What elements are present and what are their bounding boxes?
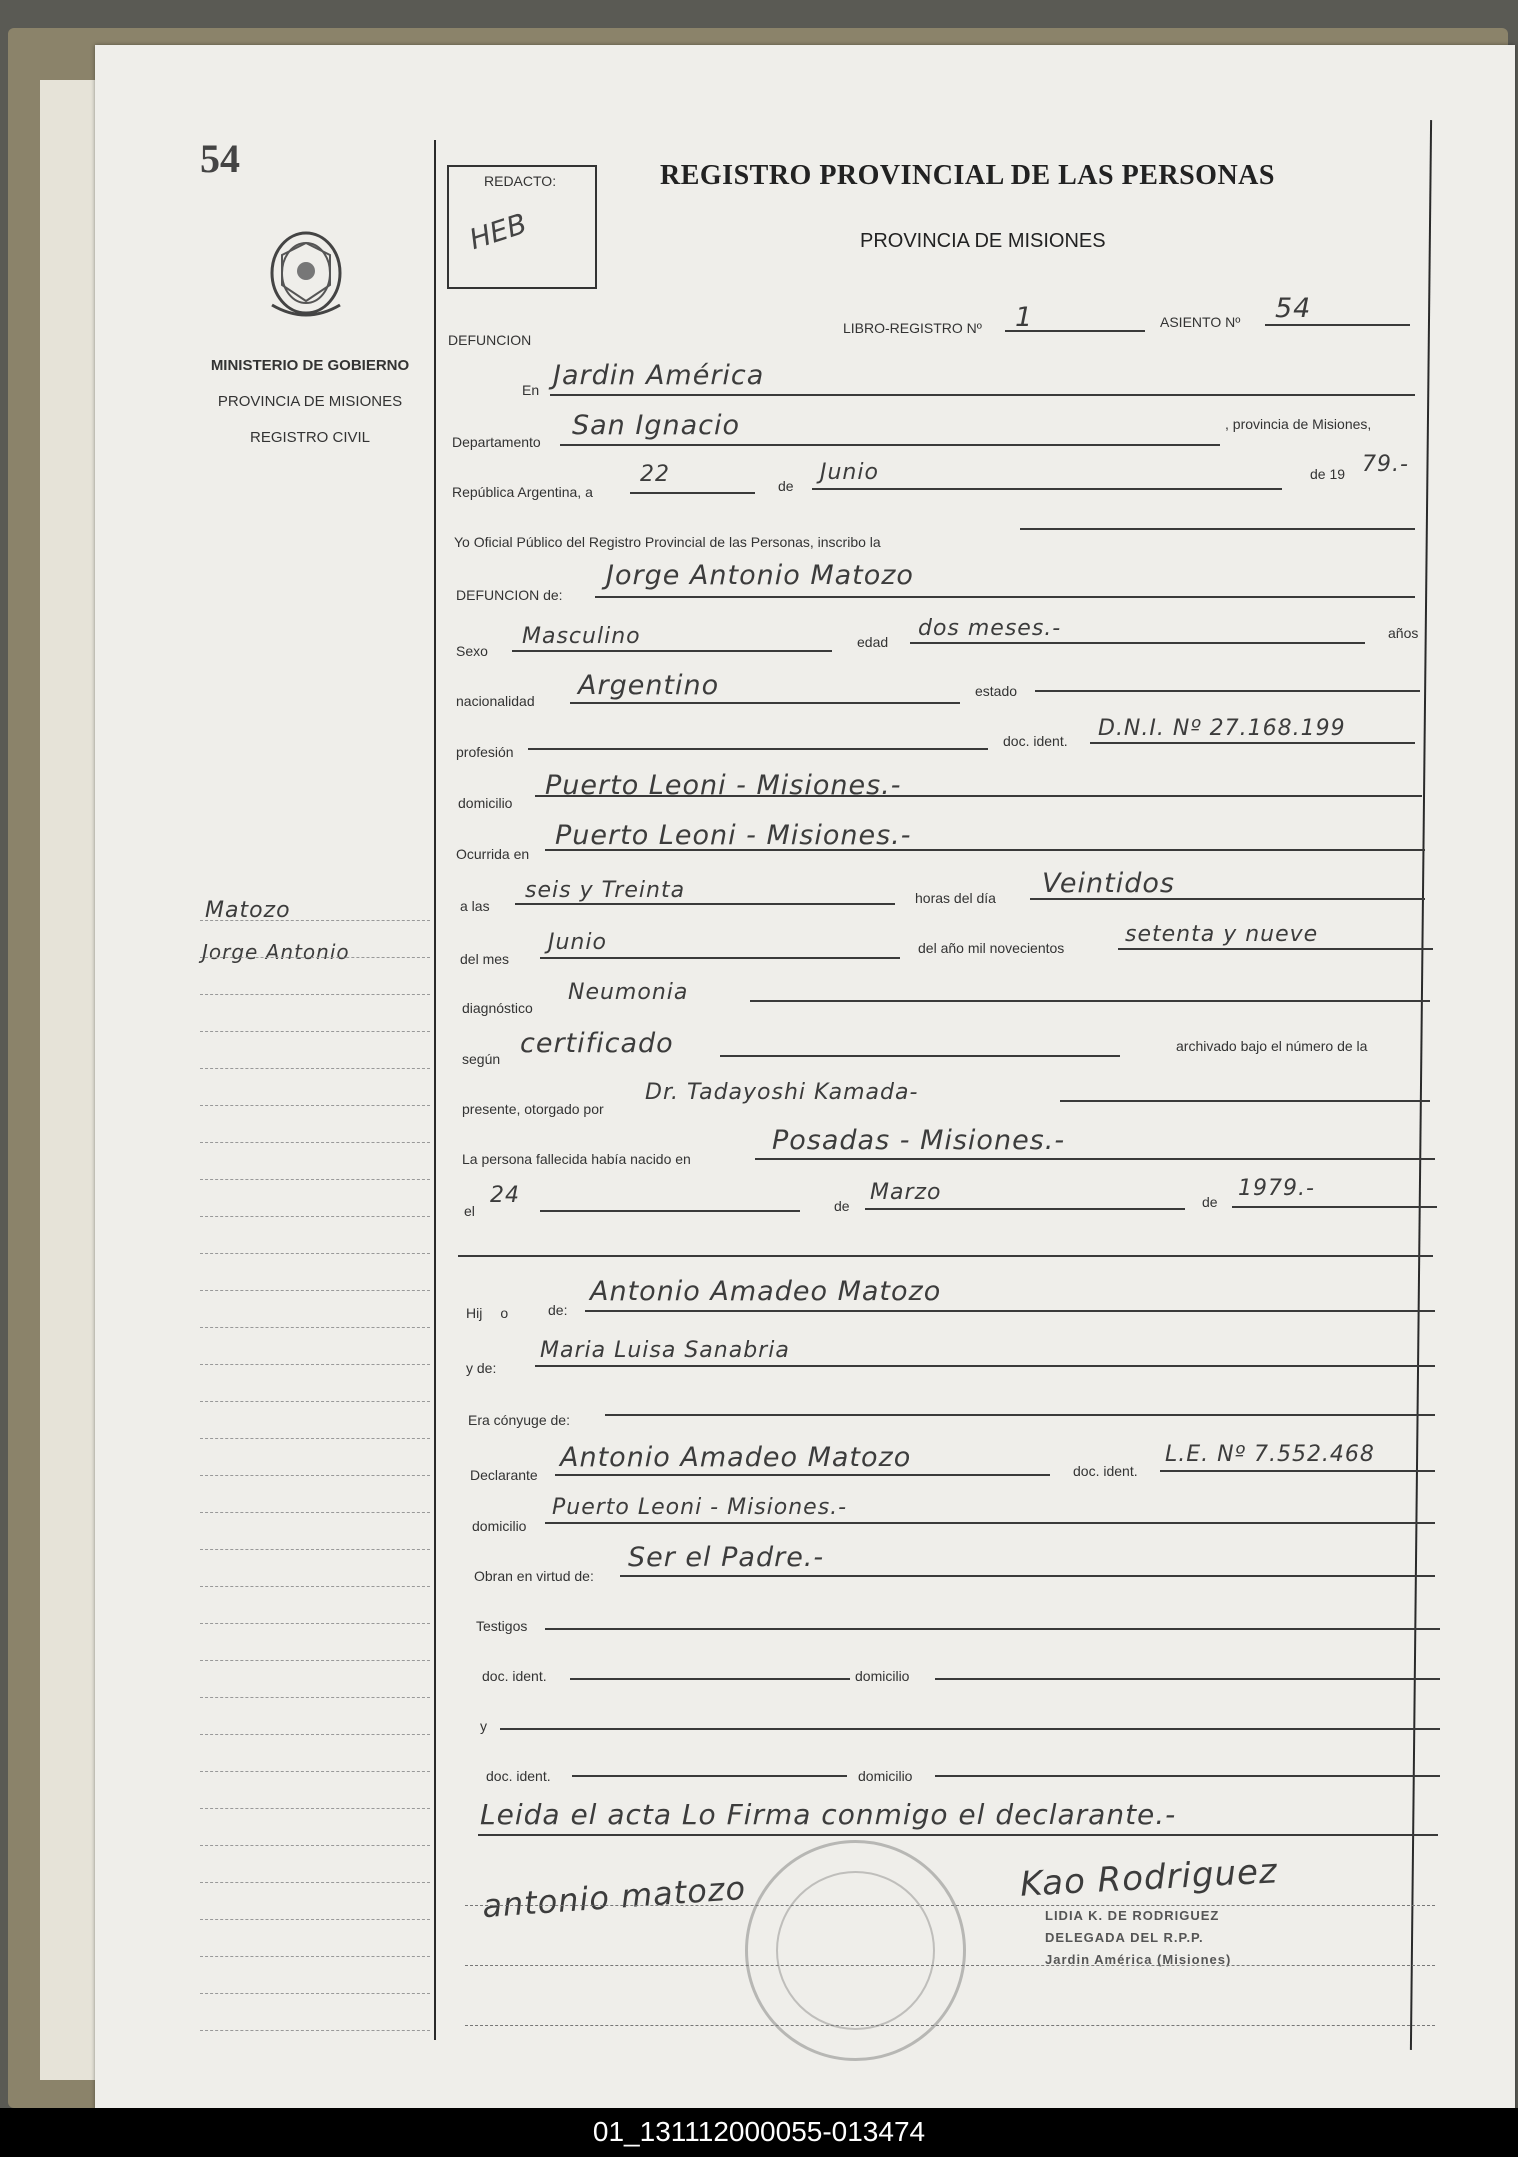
blank-line-1: [458, 1255, 1433, 1257]
edad-label: edad: [857, 634, 889, 650]
segun-label: según: [462, 1051, 501, 1067]
margin-rule: [200, 1549, 430, 1550]
obran-label: Obran en virtud de:: [474, 1568, 594, 1584]
margin-rule: [200, 1882, 430, 1883]
doc2-line: [1160, 1470, 1435, 1472]
asiento-line: [1265, 324, 1410, 326]
ocurrida-value: Puerto Leoni - Misiones.-: [555, 820, 912, 851]
dotted-line-2: [465, 1965, 1435, 1966]
ministry-province: PROVINCIA DE MISIONES: [217, 393, 403, 410]
profesion-line: [528, 748, 988, 750]
margin-rule: [200, 1919, 430, 1920]
margin-rule: [200, 1845, 430, 1846]
official-seal: [745, 1840, 966, 2061]
domicilio2-label: domicilio: [472, 1518, 527, 1534]
margin-rule: [200, 1993, 430, 1994]
sexo-label: Sexo: [456, 643, 488, 659]
margin-rule: [200, 994, 430, 995]
margin-rule: [200, 2030, 430, 2031]
month-value: Junio: [820, 460, 879, 485]
margin-rule: [200, 1253, 430, 1254]
margin-rule: [200, 957, 430, 958]
deceased-line: [595, 596, 1415, 598]
diagnostico-label: diagnóstico: [462, 1000, 533, 1016]
nationality-line: [570, 702, 960, 704]
margin-rule: [200, 920, 430, 921]
diagnostico-line: [750, 1000, 1430, 1002]
margin-rule: [200, 1438, 430, 1439]
age-value: dos meses.-: [918, 616, 1062, 641]
mes2-value: Junio: [548, 930, 607, 955]
domicilio-line: [535, 795, 1422, 797]
y-label: y: [480, 1718, 487, 1734]
conyuge-label: Era cónyuge de:: [468, 1412, 570, 1428]
testigos-label: Testigos: [476, 1618, 528, 1634]
hijo-label: [466, 1305, 508, 1321]
doc-line: [1090, 742, 1415, 744]
nac-mes-value: Marzo: [870, 1180, 942, 1205]
column-divider: [434, 140, 436, 2040]
mes2-line: [540, 957, 900, 959]
domicilio-label: domicilio: [458, 795, 513, 811]
el-label: el: [464, 1203, 475, 1219]
margin-rule: [200, 1290, 430, 1291]
hijo-prefix: Hij: [466, 1305, 483, 1321]
nac-dia-value: 24: [490, 1183, 520, 1208]
margin-rule: [200, 1142, 430, 1143]
hour-value: seis y Treinta: [525, 878, 686, 903]
libro-line: [1005, 330, 1145, 332]
margin-rule: [200, 1179, 430, 1180]
month-line: [812, 488, 1282, 490]
margin-rule: [200, 1364, 430, 1365]
dia-texto-line: [1030, 898, 1425, 900]
sex-line: [512, 650, 832, 652]
medico-value: Dr. Tadayoshi Kamada-: [645, 1080, 919, 1105]
asiento-value: 54: [1275, 293, 1312, 324]
province-label: , provincia de Misiones,: [1225, 416, 1372, 432]
doc-label: doc. ident.: [1003, 733, 1068, 749]
republica-label: República Argentina, a: [452, 484, 593, 500]
margin-rule: [200, 1105, 430, 1106]
diagnostico-value: Neumonia: [568, 980, 689, 1005]
margin-rule: [200, 1660, 430, 1661]
record-type-label: DEFUNCION: [448, 332, 532, 348]
margin-rule: [200, 1956, 430, 1957]
padre-line: [585, 1310, 1435, 1312]
ocurrida-line: [545, 849, 1425, 851]
oficial-line: [1020, 528, 1415, 530]
anio-texto-value: setenta y nueve: [1125, 922, 1319, 947]
profesion-label: profesión: [456, 744, 514, 760]
dom4-label: domicilio: [858, 1768, 913, 1784]
y-line: [500, 1728, 1440, 1730]
nacido-line: [755, 1158, 1435, 1160]
testigos-line: [545, 1628, 1440, 1630]
obran-value: Ser el Padre.-: [628, 1542, 825, 1573]
depto-value: San Ignacio: [572, 410, 741, 441]
ministry-office: REGISTRO CIVIL: [249, 429, 371, 446]
de-label: de: [778, 478, 794, 494]
delmes-label: del mes: [460, 951, 510, 967]
official-name: LIDIA K. DE RODRIGUEZ: [1045, 1908, 1220, 1923]
nac-dia-line: [540, 1210, 800, 1212]
margin-rule: [200, 1401, 430, 1402]
domicilio2-line: [545, 1522, 1435, 1524]
nacido-label: La persona fallecida había nacido en: [462, 1151, 691, 1167]
margin-rule: [200, 1808, 430, 1809]
doc2-value: L.E. Nº 7.552.468: [1165, 1442, 1375, 1467]
ministry-block: [190, 348, 430, 456]
margin-rule: [200, 1068, 430, 1069]
declarante-line: [555, 1474, 1050, 1476]
declarante-label: Declarante: [470, 1467, 538, 1483]
de3-label: de: [1202, 1194, 1218, 1210]
registry-subtitle: PROVINCIA DE MISIONES: [860, 230, 1106, 252]
official-title: DELEGADA DEL R.P.P.: [1045, 1930, 1204, 1945]
folio-number: 54: [200, 136, 240, 181]
margin-rule: [200, 1216, 430, 1217]
footer-id: 01_131112000055-013474: [592, 2116, 926, 2147]
hour-line: [515, 903, 895, 905]
provincial-emblem: [262, 225, 350, 330]
margin-rule: [200, 1327, 430, 1328]
ministry-name: MINISTERIO DE GOBIERNO: [210, 357, 410, 374]
margin-rule: [200, 1771, 430, 1772]
domicilio2-value: Puerto Leoni - Misiones.-: [552, 1495, 848, 1520]
doc-value: D.N.I. Nº 27.168.199: [1098, 716, 1346, 741]
declarant-signature: antonio matozo: [480, 1868, 748, 1926]
dom4-line: [935, 1775, 1440, 1777]
dom3-line: [935, 1678, 1440, 1680]
domicilio-value: Puerto Leoni - Misiones.-: [545, 770, 902, 801]
official-place: Jardin América (Misiones): [1045, 1952, 1232, 1967]
redacto-label: REDACTO:: [484, 173, 557, 189]
medico-line: [1060, 1100, 1430, 1102]
libro-value: 1: [1015, 302, 1034, 333]
doc4-label: doc. ident.: [486, 1768, 551, 1784]
dotted-line-1: [465, 1905, 1435, 1906]
margin-rule: [200, 1586, 430, 1587]
estado-label: estado: [975, 683, 1018, 699]
registry-title: REGISTRO PROVINCIAL DE LAS PERSONAS: [660, 160, 1275, 191]
nac-anio-value: 1979.-: [1238, 1176, 1315, 1201]
madre-line: [535, 1365, 1435, 1367]
declarante-value: Antonio Amadeo Matozo: [560, 1442, 912, 1473]
day-value: 22: [640, 462, 670, 487]
official-signature: Kao Rodriguez: [1019, 1851, 1279, 1905]
age-line: [910, 642, 1365, 644]
margin-rule: [200, 1512, 430, 1513]
defuncion-de-label: DEFUNCION de:: [456, 587, 563, 603]
margin-surname: Matozo: [205, 898, 291, 923]
obran-line: [620, 1575, 1435, 1577]
segun-line: [720, 1055, 1120, 1057]
place-line: [550, 394, 1415, 396]
padre-value: Antonio Amadeo Matozo: [590, 1276, 942, 1307]
redacto-value: HEB: [465, 206, 531, 257]
page-stack: [40, 80, 100, 2080]
hijo-de-label: de:: [548, 1302, 568, 1318]
margin-rule: [200, 1734, 430, 1735]
footer-bar: [0, 2108, 1518, 2157]
anio-texto-line: [1118, 948, 1433, 950]
madre-value: Maria Luisa Sanabria: [540, 1338, 790, 1363]
hijo-suffix: o: [500, 1305, 509, 1321]
margin-rule: [200, 1475, 430, 1476]
doc3-line: [570, 1678, 850, 1680]
anos-label: años: [1388, 625, 1419, 641]
closing-line: [478, 1834, 1438, 1836]
ocurrida-label: Ocurrida en: [456, 846, 530, 862]
libro-label: LIBRO-REGISTRO Nº: [843, 320, 982, 336]
alas-label: a las: [460, 898, 490, 914]
deceased-name: Jorge Antonio Matozo: [606, 560, 914, 591]
day-line: [630, 492, 755, 494]
doc4-line: [572, 1775, 847, 1777]
doc2-label: doc. ident.: [1073, 1463, 1138, 1479]
asiento-label: ASIENTO Nº: [1160, 314, 1241, 330]
margin-rule: [200, 1623, 430, 1624]
official-stamp-block: [1045, 1905, 1231, 1971]
margin-rule: [200, 1697, 430, 1698]
anio-mil-label: del año mil novecientos: [918, 940, 1065, 956]
nationality-value: Argentino: [578, 670, 720, 701]
sex-value: Masculino: [522, 624, 641, 649]
segun-value: certificado: [520, 1028, 674, 1059]
dia-texto-value: Veintidos: [1042, 868, 1175, 899]
margin-rule: [200, 1031, 430, 1032]
closing-text: Leida el acta Lo Firma conmigo el declarante.-: [480, 1798, 1177, 1831]
estado-line: [1035, 690, 1420, 692]
de2-label: de: [834, 1198, 850, 1214]
place-value: Jardin América: [553, 360, 765, 391]
nac-anio-line: [1232, 1206, 1437, 1208]
nacido-value: Posadas - Misiones.-: [772, 1125, 1066, 1156]
dom3-label: domicilio: [855, 1668, 910, 1684]
year-value: 79.-: [1362, 452, 1409, 477]
conyuge-line: [605, 1414, 1435, 1416]
doc3-label: doc. ident.: [482, 1668, 547, 1684]
dotted-line-3: [465, 2025, 1435, 2026]
en-label: En: [522, 382, 540, 398]
nac-mes-line: [865, 1208, 1185, 1210]
de19-label: de 19: [1310, 466, 1346, 482]
nacionalidad-label: nacionalidad: [456, 693, 535, 709]
archivado-label: archivado bajo el número de la: [1176, 1038, 1368, 1054]
yde-label: y de:: [466, 1360, 497, 1376]
horas-label: horas del día: [915, 890, 996, 906]
margin-given-name: Jorge Antonio: [202, 940, 350, 964]
oficial-label: Yo Oficial Público del Registro Provincial de las Personas, inscribo la: [454, 534, 881, 550]
depto-line: [560, 444, 1220, 446]
depto-label: Departamento: [452, 434, 541, 450]
presente-label: presente, otorgado por: [462, 1101, 604, 1117]
redacto-box: [447, 165, 597, 289]
